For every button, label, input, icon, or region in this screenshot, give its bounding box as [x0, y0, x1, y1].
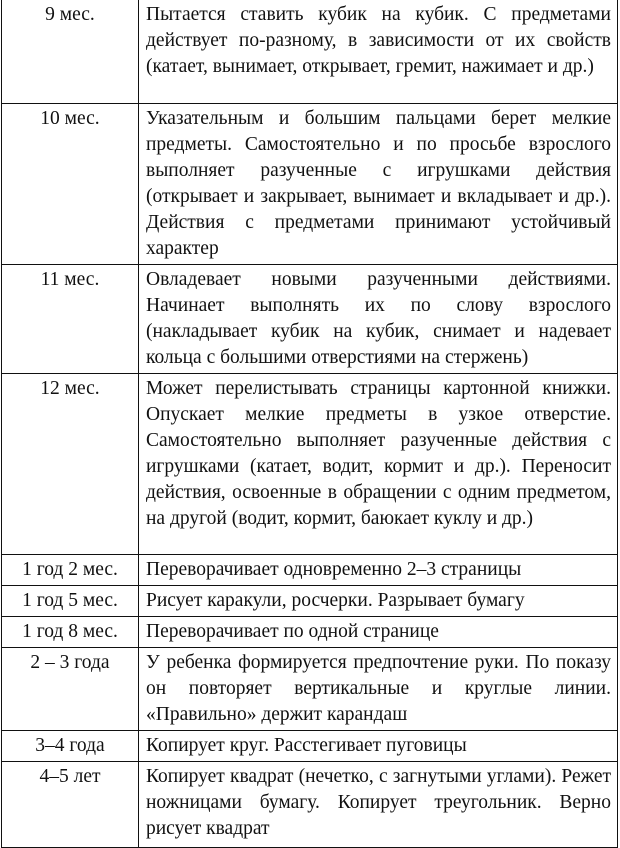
table-row	[2, 761, 618, 847]
description-cell: Рисует каракули, росчерки. Разрывает бумагу	[139, 585, 618, 616]
table-row	[2, 0, 618, 103]
description-cell: Указательным и большим пальцами берет мелкие предметы. Самостоятельно и по просьбе взрослого выполняет разученные с игрушками действия (открывает и закрывает, вынимает и вкладывает и др.). Действия с предметами принимают устойчивый характер	[139, 103, 618, 264]
age-cell: 10 мес.	[2, 103, 139, 264]
age-cell: 11 мес.	[2, 264, 139, 373]
development-table	[1, 0, 618, 848]
age-cell: 12 мес.	[2, 373, 139, 554]
table-row	[2, 730, 618, 761]
table-row	[2, 585, 618, 616]
age-cell: 1 год 5 мес.	[2, 585, 139, 616]
description-cell: Переворачивает одновременно 2–3 страницы	[139, 554, 618, 585]
table-row	[2, 373, 618, 554]
description-cell: У ребенка формируется предпочтение руки. По показу он повторяет вертикальные и круглые линии. «Правильно» держит карандаш	[139, 647, 618, 730]
description-cell: Копирует квадрат (нечетко, с загнутыми углами). Режет ножницами бумагу. Копирует треугольник. Верно рисует квадрат	[139, 761, 618, 847]
age-cell: 1 год 8 мес.	[2, 616, 139, 647]
table-row	[2, 616, 618, 647]
table-row	[2, 264, 618, 373]
description-cell: Копирует круг. Расстегивает пуговицы	[139, 730, 618, 761]
table-row	[2, 554, 618, 585]
age-cell: 9 мес.	[2, 0, 139, 103]
description-cell: Овладевает новыми разученными действиями. Начинает выполнять их по слову взрослого (накладывает кубик на кубик, снимает и надевает кольца с большими отверстиями на стержень)	[139, 264, 618, 373]
description-cell: Пытается ставить кубик на кубик. С предметами действует по-разному, в зависимости от их свойств (катает, вынимает, открывает, гремит, нажимает и др.)	[139, 0, 618, 103]
age-cell: 3–4 года	[2, 730, 139, 761]
description-cell: Переворачивает по одной странице	[139, 616, 618, 647]
table-row	[2, 647, 618, 730]
age-cell: 2 – 3 года	[2, 647, 139, 730]
description-cell: Может перелистывать страницы картонной книжки. Опускает мелкие предметы в узкое отверстие. Самостоятельно выполняет разученные действия с игрушками (катает, водит, кормит и др.). Переносит действия, освоенные в обращении с одним предметом, на другой (водит, кормит, баюкает куклу и др.)	[139, 373, 618, 554]
age-cell: 1 год 2 мес.	[2, 554, 139, 585]
table-row	[2, 103, 618, 264]
age-cell: 4–5 лет	[2, 761, 139, 847]
